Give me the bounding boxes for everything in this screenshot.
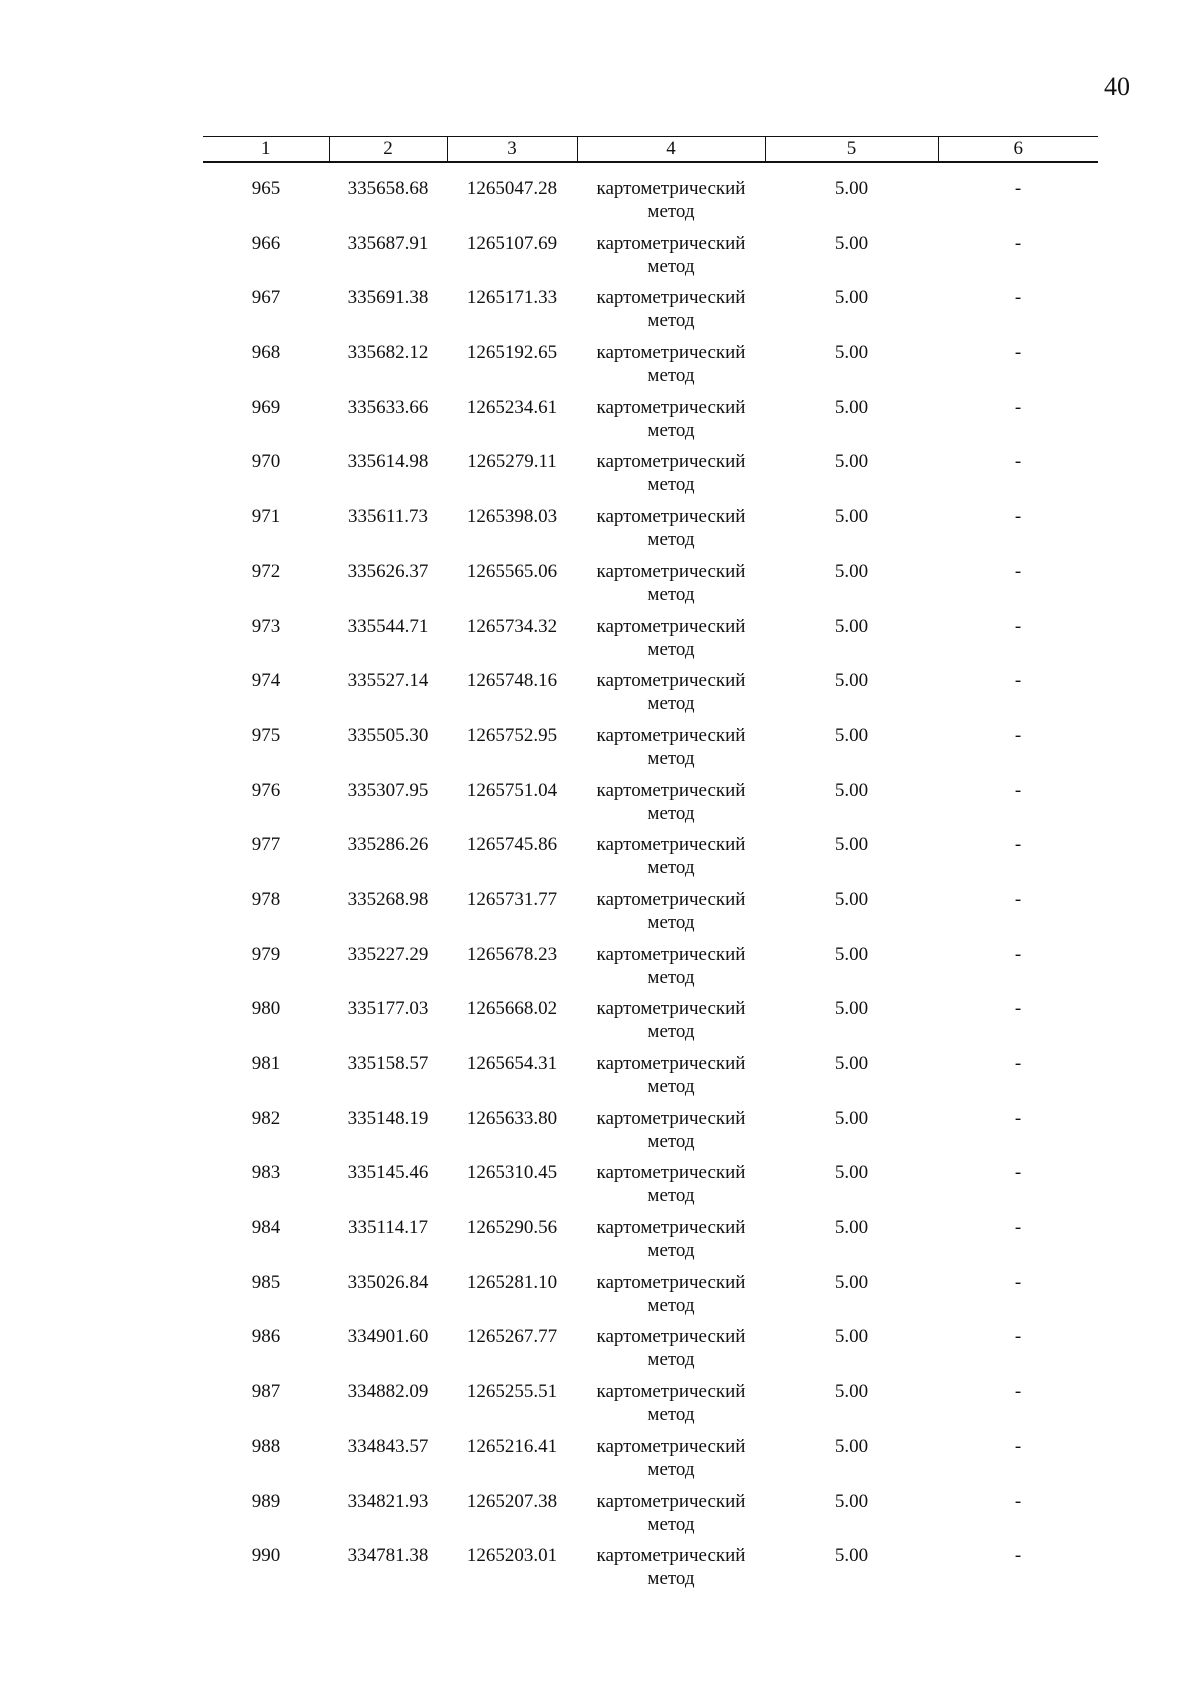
- method-line-1: картометрический: [596, 1107, 746, 1129]
- accuracy-cell: 5.00: [834, 1435, 869, 1457]
- method-line-1: картометрический: [596, 506, 746, 528]
- note-cell: -: [1014, 779, 1022, 801]
- table-header: [203, 137, 1098, 163]
- method-line-1: картометрический: [596, 1271, 746, 1293]
- point-number-cell: 973: [251, 615, 281, 637]
- x-coordinate-cell: 335682.12: [347, 342, 429, 364]
- y-coordinate-cell: 1265752.95: [466, 724, 558, 746]
- method-cell: [577, 888, 765, 943]
- point-number-cell: 971: [251, 506, 281, 528]
- x-coordinate-cell: 335145.46: [347, 1162, 429, 1184]
- x-coordinate-cell: 334843.57: [347, 1435, 429, 1457]
- accuracy-cell: 5.00: [834, 178, 869, 199]
- y-coordinate-cell: 1265290.56: [466, 1217, 558, 1239]
- table-row: [203, 450, 1098, 505]
- x-coordinate-cell: 335227.29: [347, 943, 429, 965]
- table-row: [203, 177, 1098, 232]
- point-number-cell: 984: [251, 1217, 281, 1239]
- table-body: [203, 162, 1098, 1599]
- method-line-1: картометрический: [596, 834, 746, 856]
- note-cell: -: [1014, 724, 1022, 746]
- point-number-cell: 974: [251, 670, 281, 692]
- accuracy-cell: 5.00: [834, 615, 869, 637]
- method-line-2: метод: [647, 365, 695, 387]
- y-coordinate-cell: 1265734.32: [466, 615, 558, 637]
- note-cell: -: [1014, 1435, 1022, 1457]
- method-line-2: метод: [647, 419, 695, 441]
- method-line-1: картометрический: [596, 232, 746, 254]
- note-cell: -: [1014, 506, 1022, 528]
- table-row: [203, 341, 1098, 396]
- point-number-cell: 976: [251, 779, 281, 801]
- table-row: [203, 724, 1098, 779]
- method-cell: [577, 232, 765, 287]
- note-cell: -: [1014, 834, 1022, 856]
- method-cell: [577, 1161, 765, 1216]
- y-coordinate-cell: 1265255.51: [466, 1381, 558, 1403]
- method-line-1: картометрический: [596, 724, 746, 746]
- point-number-cell: 972: [251, 560, 281, 582]
- table-row: [203, 1380, 1098, 1435]
- table-row: [203, 232, 1098, 287]
- table-row: [203, 888, 1098, 943]
- method-line-2: метод: [647, 255, 695, 277]
- note-cell: -: [1014, 1271, 1022, 1293]
- method-cell: [577, 1490, 765, 1545]
- x-coordinate-cell: 335527.14: [347, 670, 429, 692]
- y-coordinate-cell: 1265171.33: [466, 287, 558, 309]
- point-number-cell: 980: [251, 998, 281, 1020]
- table-row: [203, 833, 1098, 888]
- table-row: [203, 943, 1098, 998]
- method-cell: [577, 505, 765, 560]
- method-line-2: метод: [647, 747, 695, 769]
- method-cell: [577, 286, 765, 341]
- page-number: 40: [1104, 72, 1130, 101]
- x-coordinate-cell: 334821.93: [347, 1490, 429, 1512]
- method-line-1: картометрический: [596, 1053, 746, 1074]
- x-coordinate-cell: 335148.19: [347, 1107, 429, 1129]
- note-cell: -: [1014, 178, 1022, 199]
- x-coordinate-cell: 335268.98: [347, 888, 429, 910]
- x-coordinate-cell: 335544.71: [347, 615, 429, 637]
- column-header-6: 6: [938, 137, 1098, 163]
- method-cell: [577, 1435, 765, 1490]
- method-line-2: метод: [647, 310, 695, 332]
- method-line-1: картометрический: [596, 888, 746, 910]
- x-coordinate-cell: 335611.73: [347, 506, 429, 528]
- method-line-2: метод: [647, 529, 695, 551]
- x-coordinate-cell: 335307.95: [347, 779, 429, 801]
- accuracy-cell: 5.00: [834, 1217, 869, 1239]
- accuracy-cell: 5.00: [834, 1545, 869, 1567]
- table-row: [203, 505, 1098, 560]
- y-coordinate-cell: 1265668.02: [466, 998, 558, 1020]
- x-coordinate-cell: 334882.09: [347, 1381, 429, 1403]
- point-number-cell: 978: [251, 888, 281, 910]
- point-number-cell: 985: [251, 1271, 281, 1293]
- y-coordinate-cell: 1265654.31: [466, 1053, 558, 1074]
- point-number-cell: 975: [251, 724, 281, 746]
- note-cell: -: [1014, 1326, 1022, 1348]
- table-row: [203, 615, 1098, 670]
- note-cell: -: [1014, 1217, 1022, 1239]
- point-number-cell: 986: [251, 1326, 281, 1348]
- point-number-cell: 970: [251, 451, 281, 473]
- x-coordinate-cell: 335114.17: [347, 1217, 429, 1239]
- y-coordinate-cell: 1265234.61: [466, 396, 558, 418]
- method-line-1: картометрический: [596, 1490, 746, 1512]
- method-line-2: метод: [647, 966, 695, 988]
- point-number-cell: 977: [251, 834, 281, 856]
- x-coordinate-cell: 335691.38: [347, 287, 429, 309]
- accuracy-cell: 5.00: [834, 779, 869, 801]
- method-line-1: картометрический: [596, 396, 746, 418]
- method-cell: [577, 1325, 765, 1380]
- x-coordinate-cell: 334901.60: [347, 1326, 429, 1348]
- note-cell: -: [1014, 998, 1022, 1020]
- method-line-1: картометрический: [596, 451, 746, 473]
- column-header-1: 1: [203, 137, 329, 163]
- x-coordinate-cell: 335687.91: [347, 232, 429, 254]
- method-line-1: картометрический: [596, 1326, 746, 1348]
- accuracy-cell: 5.00: [834, 1162, 869, 1184]
- accuracy-cell: 5.00: [834, 670, 869, 692]
- method-line-2: метод: [647, 857, 695, 879]
- accuracy-cell: 5.00: [834, 1053, 869, 1074]
- y-coordinate-cell: 1265748.16: [466, 670, 558, 692]
- method-line-2: метод: [647, 1021, 695, 1043]
- method-cell: [577, 1107, 765, 1162]
- x-coordinate-cell: 335026.84: [347, 1271, 429, 1293]
- method-line-1: картометрический: [596, 1381, 746, 1403]
- coordinates-table: [203, 136, 1098, 1599]
- accuracy-cell: 5.00: [834, 451, 869, 473]
- point-number-cell: 969: [251, 396, 281, 418]
- accuracy-cell: 5.00: [834, 724, 869, 746]
- note-cell: -: [1014, 1162, 1022, 1184]
- method-line-2: метод: [647, 1185, 695, 1207]
- method-line-1: картометрический: [596, 670, 746, 692]
- accuracy-cell: 5.00: [834, 287, 869, 309]
- x-coordinate-cell: 335505.30: [347, 724, 429, 746]
- note-cell: -: [1014, 1107, 1022, 1129]
- x-coordinate-cell: 335658.68: [347, 178, 429, 199]
- table-row: [203, 1161, 1098, 1216]
- method-line-1: картометрический: [596, 998, 746, 1020]
- accuracy-cell: 5.00: [834, 342, 869, 364]
- method-line-2: метод: [647, 638, 695, 660]
- point-number-cell: 967: [251, 287, 281, 309]
- point-number-cell: 990: [251, 1545, 281, 1567]
- method-cell: [577, 1271, 765, 1326]
- y-coordinate-cell: 1265207.38: [466, 1490, 558, 1512]
- y-coordinate-cell: 1265279.11: [467, 451, 557, 473]
- method-line-2: метод: [647, 911, 695, 933]
- column-header-5: 5: [765, 137, 938, 163]
- x-coordinate-cell: 335633.66: [347, 396, 429, 418]
- x-coordinate-cell: 335626.37: [347, 560, 429, 582]
- y-coordinate-cell: 1265633.80: [466, 1107, 558, 1129]
- column-header-2: 2: [329, 137, 447, 163]
- method-cell: [577, 669, 765, 724]
- y-coordinate-cell: 1265281.10: [466, 1271, 558, 1293]
- method-line-2: метод: [647, 1130, 695, 1152]
- method-line-1: картометрический: [596, 287, 746, 309]
- method-line-2: метод: [647, 1513, 695, 1535]
- accuracy-cell: 5.00: [834, 560, 869, 582]
- note-cell: -: [1014, 342, 1022, 364]
- table-row: [203, 669, 1098, 724]
- method-cell: [577, 396, 765, 451]
- method-cell: [577, 341, 765, 396]
- note-cell: -: [1014, 451, 1022, 473]
- accuracy-cell: 5.00: [834, 1271, 869, 1293]
- note-cell: -: [1014, 560, 1022, 582]
- table-row: [203, 1107, 1098, 1162]
- note-cell: -: [1014, 396, 1022, 418]
- note-cell: -: [1014, 1381, 1022, 1403]
- note-cell: -: [1014, 888, 1022, 910]
- y-coordinate-cell: 1265398.03: [466, 506, 558, 528]
- method-cell: [577, 833, 765, 888]
- table-row: [203, 396, 1098, 451]
- method-line-1: картометрический: [596, 943, 746, 965]
- accuracy-cell: 5.00: [834, 1107, 869, 1129]
- table-row: [203, 1052, 1098, 1107]
- method-cell: [577, 997, 765, 1052]
- note-cell: -: [1014, 943, 1022, 965]
- y-coordinate-cell: 1265565.06: [466, 560, 558, 582]
- method-cell: [577, 1544, 765, 1599]
- accuracy-cell: 5.00: [834, 396, 869, 418]
- method-line-1: картометрический: [596, 178, 746, 199]
- table-row: [203, 779, 1098, 834]
- method-line-1: картометрический: [596, 615, 746, 637]
- x-coordinate-cell: 335286.26: [347, 834, 429, 856]
- accuracy-cell: 5.00: [834, 943, 869, 965]
- column-header-3: 3: [447, 137, 577, 163]
- accuracy-cell: 5.00: [834, 506, 869, 528]
- point-number-cell: 983: [251, 1162, 281, 1184]
- table-row: [203, 560, 1098, 615]
- x-coordinate-cell: 335614.98: [347, 451, 429, 473]
- method-line-1: картометрический: [596, 779, 746, 801]
- method-line-2: метод: [647, 201, 695, 222]
- method-line-2: метод: [647, 1568, 695, 1590]
- method-line-2: метод: [647, 1458, 695, 1480]
- method-line-1: картометрический: [596, 342, 746, 364]
- method-line-2: метод: [647, 474, 695, 496]
- table-row: [203, 997, 1098, 1052]
- method-line-2: метод: [647, 1240, 695, 1262]
- method-line-2: метод: [647, 802, 695, 824]
- method-cell: [577, 1052, 765, 1107]
- point-number-cell: 966: [251, 232, 281, 254]
- x-coordinate-cell: 335158.57: [347, 1053, 429, 1074]
- y-coordinate-cell: 1265047.28: [466, 178, 558, 199]
- method-line-2: метод: [647, 1294, 695, 1316]
- method-line-1: картометрический: [596, 560, 746, 582]
- method-line-2: метод: [647, 693, 695, 715]
- note-cell: -: [1014, 1053, 1022, 1074]
- y-coordinate-cell: 1265751.04: [466, 779, 558, 801]
- accuracy-cell: 5.00: [834, 888, 869, 910]
- note-cell: -: [1014, 1545, 1022, 1567]
- table-row: [203, 1216, 1098, 1271]
- method-line-1: картометрический: [596, 1217, 746, 1239]
- point-number-cell: 987: [251, 1381, 281, 1403]
- method-line-2: метод: [647, 583, 695, 605]
- column-header-4: 4: [577, 137, 765, 163]
- point-number-cell: 989: [251, 1490, 281, 1512]
- table-row: [203, 1544, 1098, 1599]
- method-line-2: метод: [647, 1349, 695, 1371]
- method-cell: [577, 943, 765, 998]
- point-number-cell: 968: [251, 342, 281, 364]
- method-cell: [577, 1380, 765, 1435]
- x-coordinate-cell: 335177.03: [347, 998, 429, 1020]
- point-number-cell: 988: [251, 1435, 281, 1457]
- accuracy-cell: 5.00: [834, 998, 869, 1020]
- method-line-2: метод: [647, 1404, 695, 1426]
- y-coordinate-cell: 1265310.45: [466, 1162, 558, 1184]
- note-cell: -: [1014, 615, 1022, 637]
- table-row: [203, 1271, 1098, 1326]
- table-row: [203, 1325, 1098, 1380]
- note-cell: -: [1014, 232, 1022, 254]
- method-line-1: картометрический: [596, 1545, 746, 1567]
- x-coordinate-cell: 334781.38: [347, 1545, 429, 1567]
- point-number-cell: 979: [251, 943, 281, 965]
- method-cell: [577, 779, 765, 834]
- note-cell: -: [1014, 1490, 1022, 1512]
- y-coordinate-cell: 1265203.01: [466, 1545, 558, 1567]
- method-line-1: картометрический: [596, 1435, 746, 1457]
- method-cell: [577, 450, 765, 505]
- method-cell: [577, 560, 765, 615]
- accuracy-cell: 5.00: [834, 232, 869, 254]
- table-row: [203, 1435, 1098, 1490]
- y-coordinate-cell: 1265267.77: [466, 1326, 558, 1348]
- method-line-1: картометрический: [596, 1162, 746, 1184]
- y-coordinate-cell: 1265107.69: [466, 232, 558, 254]
- y-coordinate-cell: 1265192.65: [466, 342, 558, 364]
- table-row: [203, 1490, 1098, 1545]
- accuracy-cell: 5.00: [834, 1490, 869, 1512]
- y-coordinate-cell: 1265216.41: [466, 1435, 558, 1457]
- y-coordinate-cell: 1265731.77: [466, 888, 558, 910]
- method-cell: [577, 177, 765, 232]
- accuracy-cell: 5.00: [834, 1326, 869, 1348]
- method-cell: [577, 724, 765, 779]
- method-cell: [577, 615, 765, 670]
- method-line-2: метод: [647, 1076, 695, 1097]
- point-number-cell: 981: [251, 1053, 281, 1074]
- y-coordinate-cell: 1265678.23: [466, 943, 558, 965]
- accuracy-cell: 5.00: [834, 834, 869, 856]
- accuracy-cell: 5.00: [834, 1381, 869, 1403]
- point-number-cell: 965: [251, 178, 281, 199]
- note-cell: -: [1014, 287, 1022, 309]
- y-coordinate-cell: 1265745.86: [466, 834, 558, 856]
- point-number-cell: 982: [251, 1107, 281, 1129]
- note-cell: -: [1014, 670, 1022, 692]
- table-row: [203, 286, 1098, 341]
- method-cell: [577, 1216, 765, 1271]
